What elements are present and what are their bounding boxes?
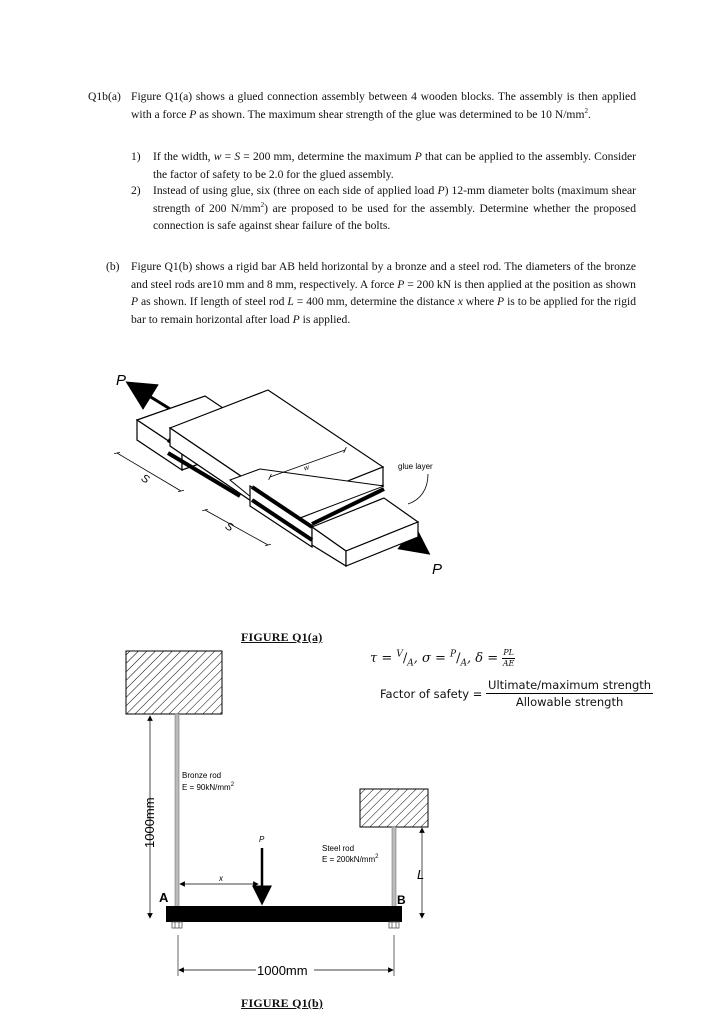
formula-line: $\tau = ^V/_A$, $\sigma = ^P/_A$, δ = $\frac{PL}{AE}$ (370, 648, 515, 669)
figure-q1b-drawing (0, 645, 724, 990)
wood-block-right-lower (312, 498, 418, 566)
support-left-hatched (126, 651, 222, 714)
figure-q1a-caption: FIGURE Q1(a) (241, 630, 323, 644)
q1a-item1-number: 1) (131, 150, 141, 163)
force-arrow-top (128, 383, 175, 412)
point-a-label: A (159, 890, 169, 905)
dimension-s-left-label: S (138, 472, 152, 487)
load-p-label: P (259, 835, 265, 844)
q1a-item1: If the width, w = S = 200 mm, determine the maximum P that can be applied to the assembly. Consider the factor of safety to be 2.0 for the glued assembly. (153, 150, 636, 181)
q1a-label: Q1b(a) (88, 90, 121, 103)
rigid-bar-ab (166, 906, 402, 922)
steel-rod-title: Steel rod (322, 844, 355, 853)
dimension-l-label: L (417, 867, 425, 882)
dimension-s-right (205, 510, 268, 545)
rod-end-nut-right (389, 922, 399, 928)
glue-layer-label: glue layer (398, 462, 433, 471)
dimension-x-label: x (219, 874, 223, 883)
q1b-text: Figure Q1(b) shows a rigid bar AB held horizontal by a bronze and a steel rod. The diameters of the bronze and steel rods are10 mm and 8 mm, respectively. A force P = 200 kN is then applied at the position as shown P as shown. If length of steel rod L = 400 mm, determine the distance x where P is to be applied for the rigid bar to remain horizontal after load P is applied. (131, 260, 637, 326)
force-label-top: P (116, 372, 127, 389)
q1a-intro: Figure Q1(a) shows a glued connection assembly between 4 wooden blocks. The assembly is then applied with a force P as shown. The maximum shear strength of the glue was determined to be 10 $N/mm^2$. (131, 90, 636, 121)
figure-q1b-caption: FIGURE Q1(b) (241, 996, 324, 1010)
span-label: 1000mm (257, 963, 308, 978)
rod-end-nut-left (172, 922, 182, 928)
factor-of-safety: Factor of safety = Ultimate/maximum strength Allowable strength (380, 678, 652, 709)
q1a-item2: Instead of using glue, six (three on each side of applied load P) 12-mm diameter bolts (maximum shear strength of 200 $N/mm^2$) are proposed to be used for the assembly. Determine whether the proposed connection is safe against shear failure of the bolts. (153, 184, 636, 232)
steel-rod-modulus: $E = 200kN/mm^2$ (322, 854, 379, 864)
bronze-rod (175, 714, 179, 908)
figure-q1a-drawing (0, 355, 724, 585)
bronze-rod-modulus: $E = 90kN/mm^2$ (182, 782, 235, 792)
dimension-w-label: w (303, 464, 311, 473)
height-label: 1000mm (142, 797, 157, 848)
glue-leader-line (408, 474, 428, 504)
q1b-label: (b) (106, 260, 120, 273)
q1a-item2-number: 2) (131, 184, 141, 197)
steel-rod (392, 827, 396, 908)
point-b-label: B (397, 893, 406, 907)
bronze-rod-title: Bronze rod (182, 771, 222, 780)
force-label-bottom: P (432, 561, 443, 578)
dimension-s-right-label: S (222, 520, 236, 535)
support-right-hatched (360, 789, 428, 827)
